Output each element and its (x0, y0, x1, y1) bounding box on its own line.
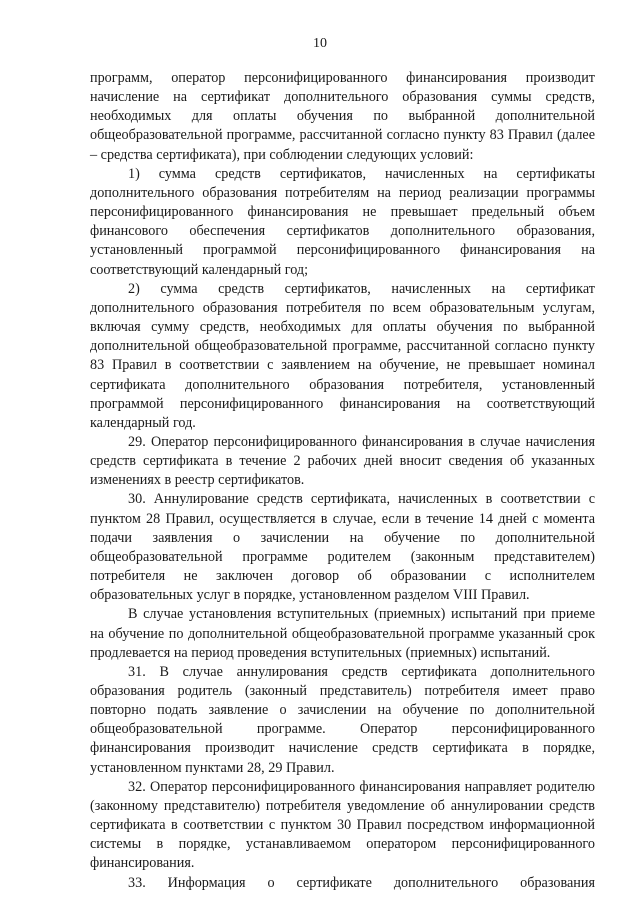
paragraph-item-29: 29. Оператор персонифицированного финансирования в случае начисления средств сертификата в течение 2 рабочих дней вносит сведения об указанных изменениях в реестр сертификатов. (90, 433, 595, 489)
paragraph-item-33: 33. Информация о сертификате дополнительного образования (128, 874, 595, 891)
paragraph-item-32: 32. Оператор персонифицированного финансирования направляет родителю (законному представителю) потребителя уведомление об аннулировании средств сертификата в соответствии с пунктом 30 Правил посредством информационной системы в порядке, устанавливаемом оператором персонифицированного финансирования. (90, 778, 595, 872)
paragraph-item-30: 30. Аннулирование средств сертификата, начисленных в соответствии с пунктом 28 Правил, осуществляется в случае, если в течение 14 дней с момента подачи заявления о зачислении на обучение по дополнительной общеобразовательной программе родителем (законным представителем) потребителя не заключен договор об образовании с исполнителем образовательных услуг в порядке, установленном разделом VIII Правил. (90, 491, 595, 604)
document-body (90, 69, 595, 893)
page-number: 10 (313, 36, 327, 51)
paragraph-condition-2: 2) сумма средств сертификатов, начисленных на сертификат дополнительного образования потребителя по всем образовательным услугам, включая сумму средств, необходимых для оплаты обучения по выбранной дополнительной общеобразовательной программе, рассчитанной согласно пункту 83 Правил в соответствии с заявлением на обучение, не превышает номинал сертификата дополнительного образования потребителя, установленный программой персонифицированного финансирования на соответствующий календарный год. (90, 280, 595, 431)
paragraph-entrance-tests: В случае установления вступительных (приемных) испытаний при приеме на обучение по дополнительной общеобразовательной программе указанный срок продлевается на период проведения вступительных (приемных) испытаний. (90, 606, 595, 661)
paragraph-item-31: 31. В случае аннулирования средств сертификата дополнительного образования родитель (законный представитель) потребителя имеет право повторно подать заявление о зачислении на обучение по дополнительной общеобразовательной программе. Оператор персонифицированного финансирования производит начисление средств сертификата в порядке, установленном пунктами 28, 29 Правил. (90, 663, 595, 776)
paragraph-continuation: программ, оператор персонифицированного финансирования производит начисление на сертификат дополнительного образования суммы средств, необходимых для оплаты обучения по выбранной дополнительной общеобразовательной программе, рассчитанной согласно пункту 83 Правил (далее – средства сертификата), при соблюдении следующих условий: (90, 70, 595, 163)
paragraph-condition-1: 1) сумма средств сертификатов, начисленных на сертификаты дополнительного образования потребителям на период реализации программы персонифицированного финансирования не превышает предельный объем финансового обеспечения сертификатов дополнительного образования, установленный программой персонифицированного финансирования на соответствующий календарный год; (90, 165, 595, 278)
